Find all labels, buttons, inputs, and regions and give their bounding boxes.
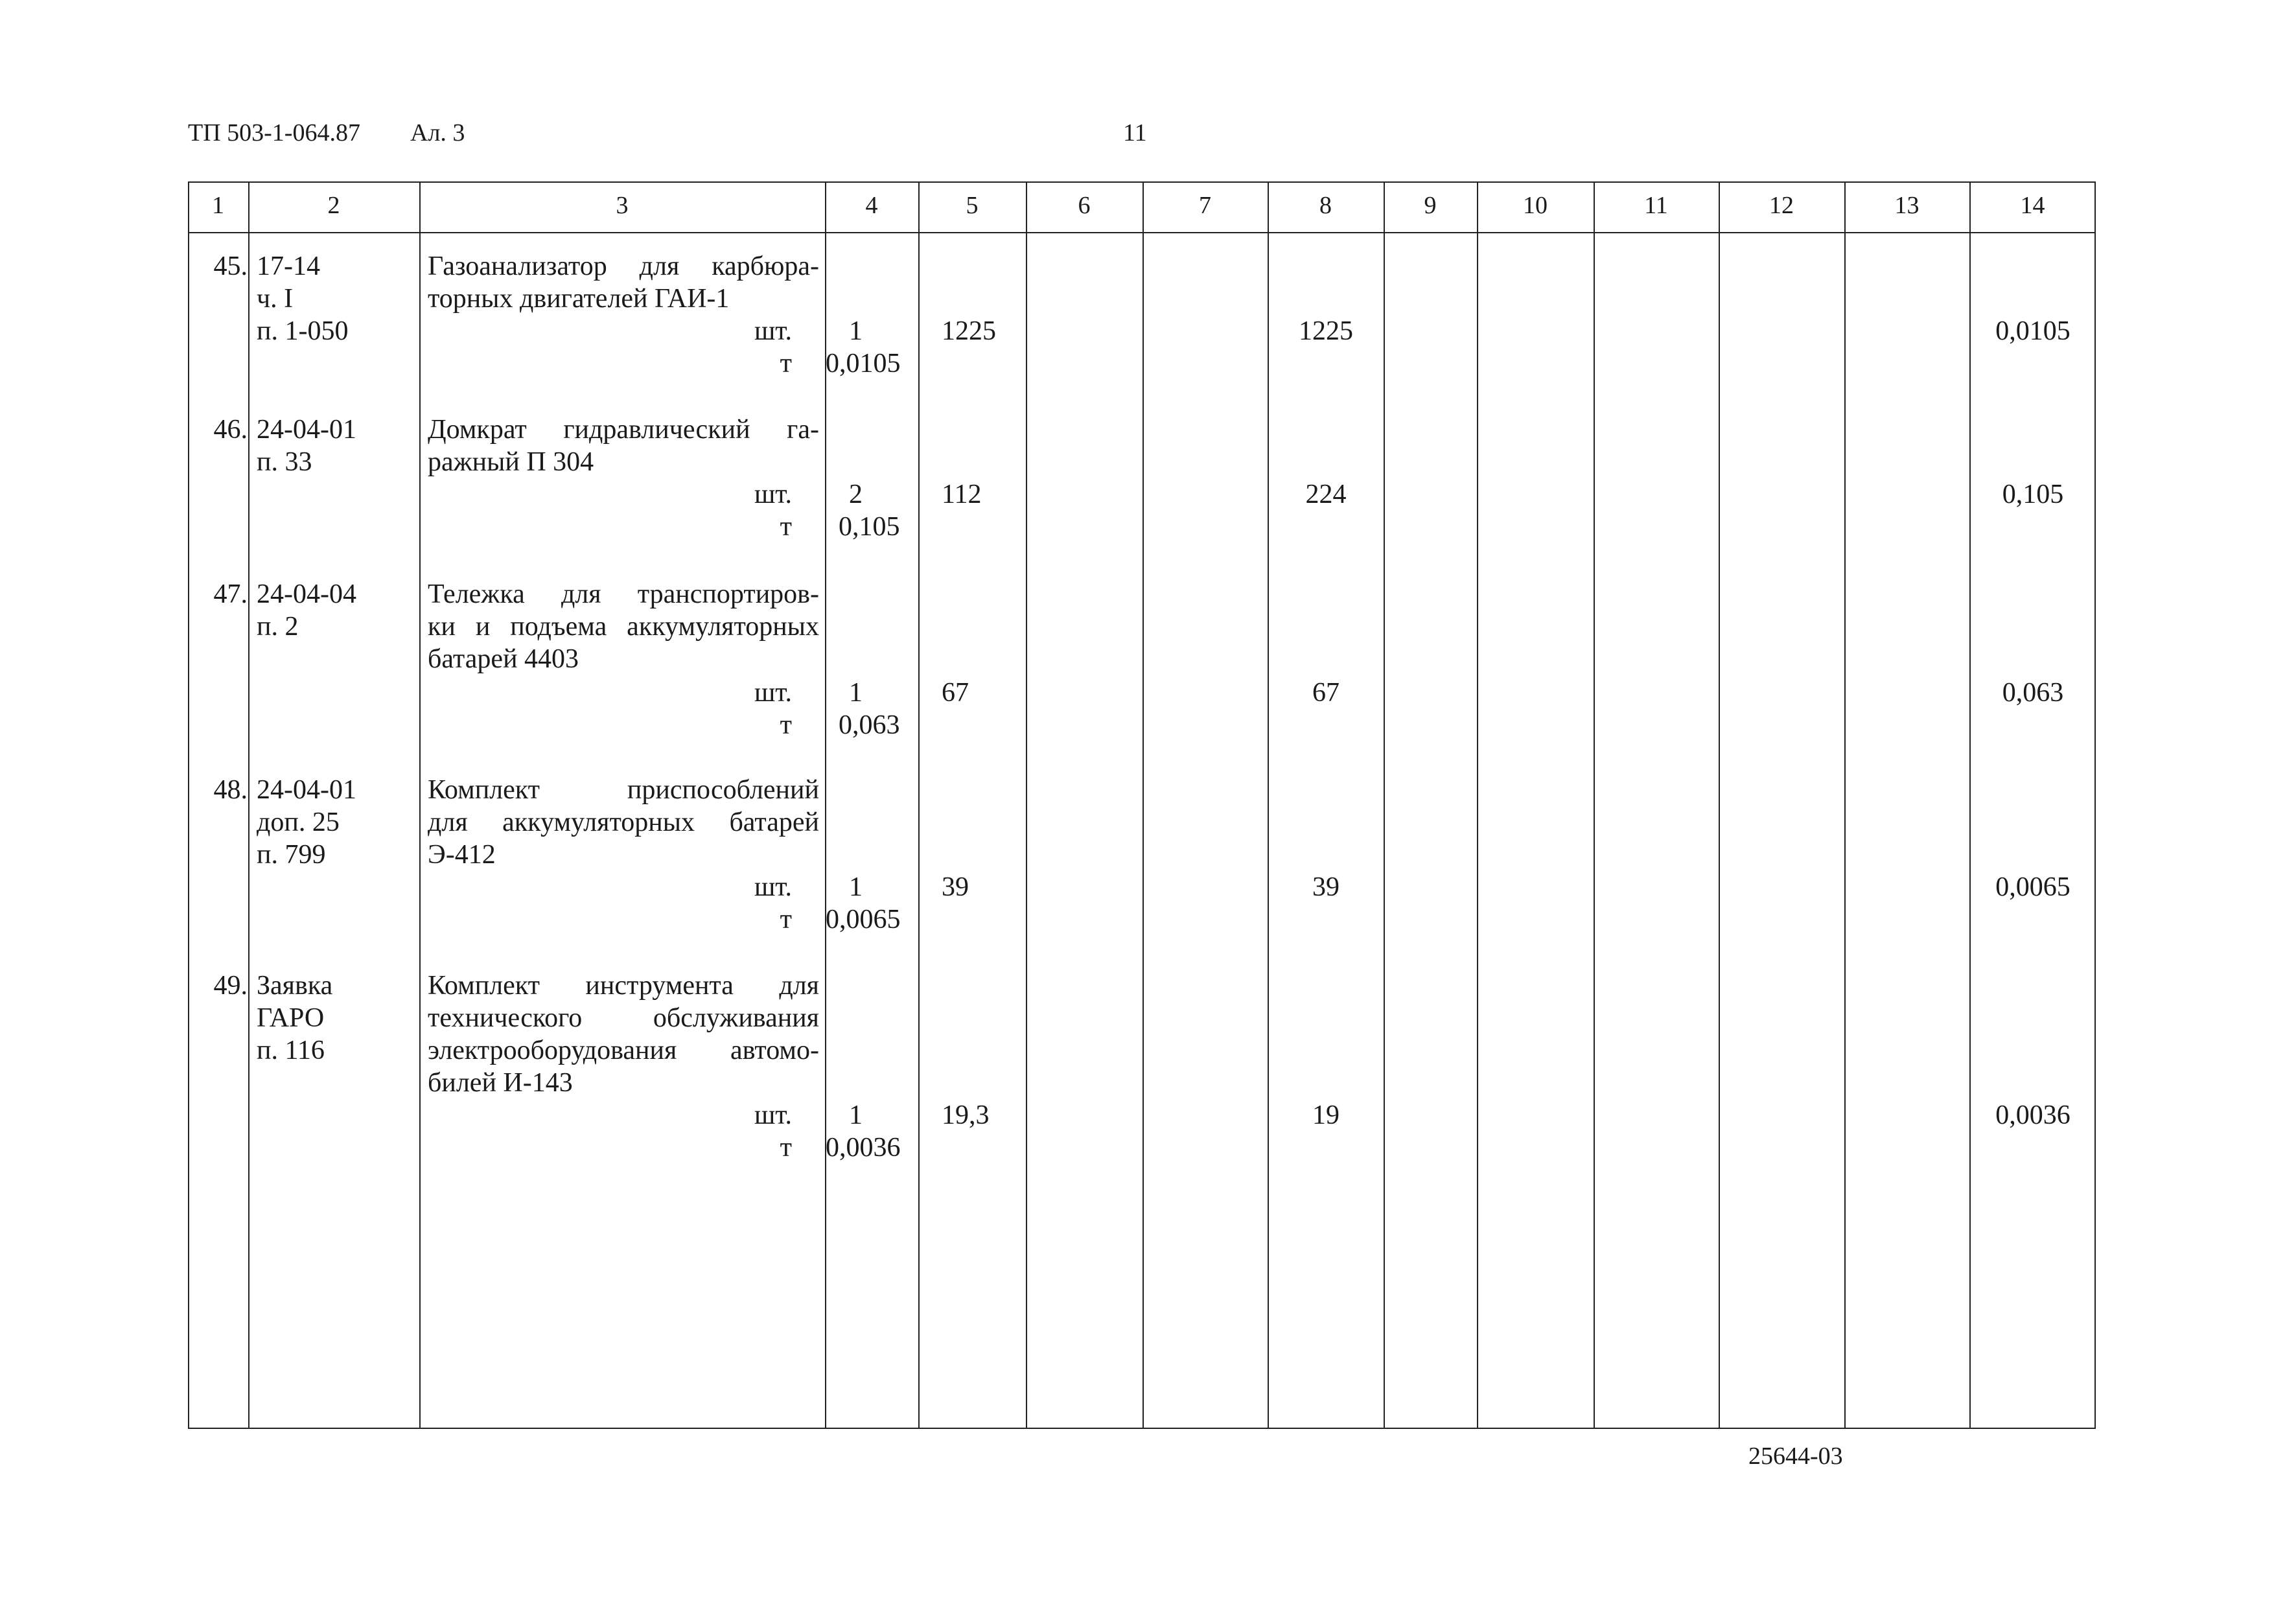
item-name: Комплект приспособлений для аккумуляторных батарей Э-412 bbox=[428, 775, 819, 870]
footer-code: 25644-03 bbox=[1748, 1443, 1843, 1470]
quantity-weight: 1 0,0036 bbox=[826, 1100, 901, 1163]
total-cost: 39 bbox=[1312, 872, 1340, 902]
total-weight: 0,0105 bbox=[1995, 316, 2070, 346]
total-cost: 224 bbox=[1305, 480, 1347, 509]
column-divider bbox=[1594, 181, 1595, 1429]
unit-labels: шт. т bbox=[754, 678, 792, 740]
row-number: 46. bbox=[213, 415, 248, 445]
total-weight: 0,0036 bbox=[1995, 1100, 2070, 1130]
total-cost: 67 bbox=[1312, 678, 1340, 708]
total-weight: 0,063 bbox=[2002, 678, 2064, 708]
unit-labels: шт. т bbox=[754, 1100, 792, 1163]
item-name: Тележка для транспортиров- ки и подъема аккумуляторных батарей 4403 bbox=[428, 579, 819, 674]
row-number: 48. bbox=[213, 775, 248, 805]
column-header: 3 bbox=[616, 192, 629, 219]
quantity-weight: 1 0,063 bbox=[839, 678, 900, 740]
row-number: 47. bbox=[213, 579, 248, 609]
column-header: 11 bbox=[1644, 192, 1668, 219]
column-divider bbox=[1969, 181, 1971, 1429]
unit-price: 39 bbox=[942, 872, 969, 902]
page-number: 11 bbox=[1123, 119, 1147, 146]
row-number: 49. bbox=[213, 971, 248, 1001]
column-divider bbox=[1026, 181, 1027, 1429]
quantity-weight: 1 0,0065 bbox=[826, 872, 901, 934]
column-divider bbox=[918, 181, 920, 1429]
unit-price: 1225 bbox=[942, 316, 996, 346]
document-code: ТП 503-1-064.87 bbox=[188, 119, 360, 146]
unit-labels: шт. т bbox=[754, 316, 792, 378]
reference-code: 24-04-01 п. 33 bbox=[257, 415, 356, 477]
reference-code: 24-04-04 п. 2 bbox=[257, 579, 356, 642]
column-header: 1 bbox=[212, 192, 224, 219]
row-number: 45. bbox=[213, 251, 248, 281]
column-header: 2 bbox=[327, 192, 340, 219]
column-header: 7 bbox=[1199, 192, 1211, 219]
header-divider bbox=[188, 232, 2096, 233]
column-header: 10 bbox=[1523, 192, 1548, 219]
unit-price: 19,3 bbox=[942, 1100, 990, 1130]
reference-code: 17-14 ч. I п. 1-050 bbox=[257, 251, 349, 346]
column-header: 8 bbox=[1319, 192, 1332, 219]
column-divider bbox=[248, 181, 249, 1429]
column-divider bbox=[419, 181, 421, 1429]
sheet-label: Ал. 3 bbox=[410, 119, 465, 146]
item-name: Газоанализатор для карбюра- торных двигателей ГАИ-1 bbox=[428, 251, 819, 314]
column-divider bbox=[1384, 181, 1385, 1429]
unit-price: 112 bbox=[942, 480, 982, 509]
column-divider bbox=[1268, 181, 1269, 1429]
total-weight: 0,0065 bbox=[1995, 872, 2070, 902]
quantity-weight: 1 0,0105 bbox=[826, 316, 901, 378]
quantity-weight: 2 0,105 bbox=[839, 480, 900, 542]
column-divider bbox=[1844, 181, 1846, 1429]
column-divider bbox=[1719, 181, 1720, 1429]
unit-price: 67 bbox=[942, 678, 969, 708]
total-cost: 1225 bbox=[1299, 316, 1353, 346]
reference-code: Заявка ГАРО п. 116 bbox=[257, 971, 333, 1065]
column-header: 9 bbox=[1424, 192, 1437, 219]
item-name: Комплект инструмента для технического обслуживания электрооборудования автомо- билей И-143 bbox=[428, 971, 819, 1098]
column-divider bbox=[1142, 181, 1144, 1429]
equipment-table bbox=[188, 181, 2096, 1429]
item-name: Домкрат гидравлический га- ражный П 304 bbox=[428, 415, 819, 477]
column-header: 14 bbox=[2020, 192, 2045, 219]
column-divider bbox=[1477, 181, 1478, 1429]
total-weight: 0,105 bbox=[2002, 480, 2064, 509]
unit-labels: шт. т bbox=[754, 480, 792, 542]
column-header: 13 bbox=[1894, 192, 1920, 219]
column-header: 4 bbox=[865, 192, 878, 219]
column-header: 5 bbox=[966, 192, 979, 219]
reference-code: 24-04-01 доп. 25 п. 799 bbox=[257, 775, 356, 870]
unit-labels: шт. т bbox=[754, 872, 792, 934]
column-header: 6 bbox=[1078, 192, 1091, 219]
total-cost: 19 bbox=[1312, 1100, 1340, 1130]
column-header: 12 bbox=[1769, 192, 1794, 219]
